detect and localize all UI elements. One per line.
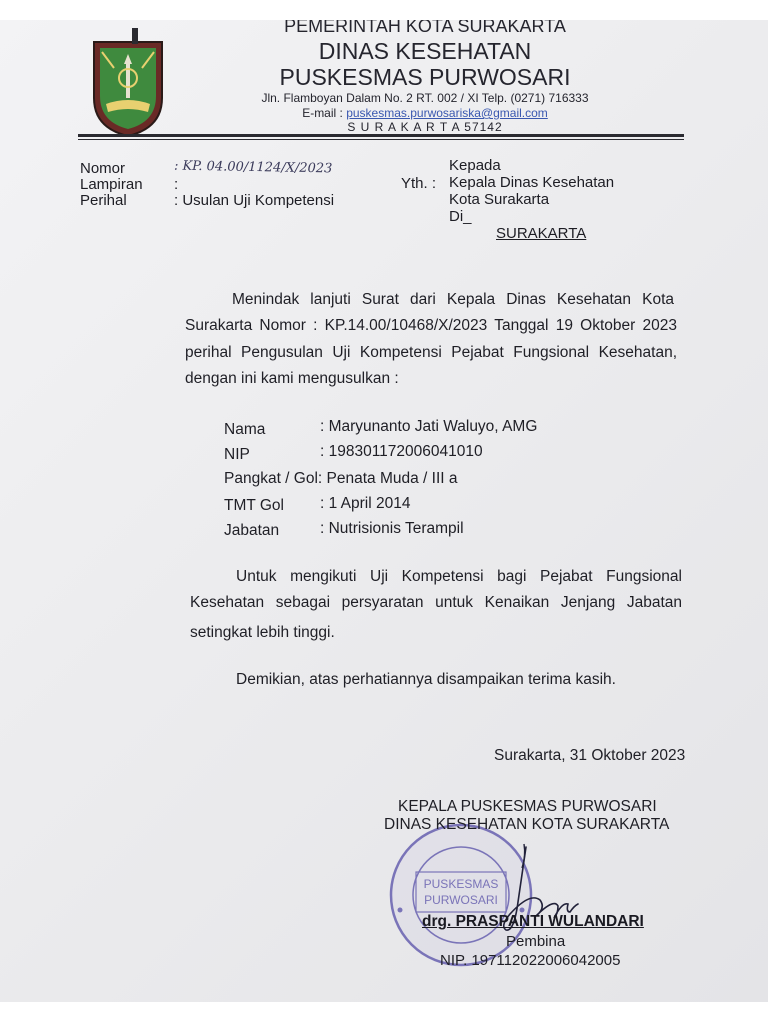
signatory-name: drg. PRASPANTI WULANDARI bbox=[422, 913, 644, 930]
stamp-line1: PUSKESMAS bbox=[423, 877, 499, 891]
perihal-value: : Usulan Uji Kompetensi bbox=[174, 192, 335, 209]
person-pangkat: Pangkat / Gol: Penata Muda / III a bbox=[224, 470, 458, 487]
recipient-city: SURAKARTA bbox=[496, 225, 587, 242]
person-jabatan-value: : Nutrisionis Terampil bbox=[320, 520, 464, 537]
paragraph1-line3: perihal Pengusulan Uji Kompetensi Pejabat Fungsional Kesehatan, bbox=[185, 344, 677, 361]
paragraph2-line3: setingkat lebih tinggi. bbox=[190, 624, 335, 641]
recipient-line2: Kota Surakarta bbox=[449, 191, 550, 208]
signatory-title1: KEPALA PUSKESMAS PURWOSARI bbox=[398, 798, 657, 815]
person-nip-label: NIP bbox=[224, 446, 250, 463]
signatory-title2: DINAS KESEHATAN KOTA SURAKARTA bbox=[384, 816, 670, 833]
person-jabatan-label: Jabatan bbox=[224, 522, 280, 539]
person-nama-value: : Maryunanto Jati Waluyo, AMG bbox=[320, 418, 538, 435]
email-link[interactable]: puskesmas.purwosariska@gmail.com bbox=[346, 106, 548, 120]
paragraph2-line2: Kesehatan sebagai persyaratan untuk Kenaikan Jenjang Jabatan bbox=[190, 594, 682, 611]
recipient-yth: Yth. : bbox=[401, 175, 437, 192]
nomor-value-handwritten: : KP. 04.00/1124/X/2023 bbox=[173, 158, 333, 177]
letterhead-agency: DINAS KESEHATAN bbox=[318, 38, 532, 64]
recipient-line3: Di_ bbox=[449, 208, 472, 225]
paragraph2-line1: Untuk mengikuti Uji Kompetensi bagi Pejabat Fungsional bbox=[236, 568, 682, 585]
person-nama-label: Nama bbox=[224, 421, 266, 438]
recipient-line1: Kepala Dinas Kesehatan bbox=[449, 174, 615, 191]
nomor-label: Nomor bbox=[80, 160, 126, 177]
letter-paper bbox=[0, 20, 768, 1002]
place-date: Surakarta, 31 Oktober 2023 bbox=[494, 747, 686, 764]
lampiran-value: : bbox=[174, 176, 179, 193]
signatory-rank: Pembina bbox=[506, 933, 566, 950]
person-tmt-label: TMT Gol bbox=[224, 497, 284, 514]
letterhead-institution: PUSKESMAS PURWOSARI bbox=[279, 64, 571, 90]
paragraph1-line2: Surakarta Nomor : KP.14.00/10468/X/2023 Tanggal 19 Oktober 2023 bbox=[185, 317, 677, 334]
signatory-nip: NIP. 197112022006042005 bbox=[440, 952, 621, 969]
stamp-line2: PURWOSARI bbox=[424, 893, 498, 907]
email-label: E-mail : bbox=[302, 106, 343, 120]
person-tmt-value: : 1 April 2014 bbox=[320, 495, 411, 512]
letterhead-address: Jln. Flamboyan Dalam No. 2 RT. 002 / XI Telp. (0271) 716333 bbox=[261, 91, 589, 105]
recipient-kepada: Kepada bbox=[449, 157, 501, 174]
letterhead-email-line bbox=[220, 106, 630, 120]
paragraph1-line1: Menindak lanjuti Surat dari Kepala Dinas Kesehatan Kota bbox=[232, 291, 674, 308]
letterhead-rule-thin bbox=[78, 139, 684, 140]
lampiran-label: Lampiran bbox=[80, 176, 143, 193]
letterhead-government: PEMERINTAH KOTA SURAKARTA bbox=[284, 20, 566, 36]
letterhead-city-postal: S U R A K A R T A 57142 bbox=[347, 120, 503, 134]
person-nip-value: : 198301172006041010 bbox=[320, 443, 483, 460]
surakarta-coat-of-arms-logo bbox=[88, 28, 168, 140]
letterhead-rule-thick bbox=[78, 134, 684, 137]
paragraph1-line4: dengan ini kami mengusulkan : bbox=[185, 370, 399, 387]
closing-sentence: Demikian, atas perhatiannya disampaikan terima kasih. bbox=[236, 671, 616, 688]
perihal-label: Perihal bbox=[80, 192, 127, 209]
